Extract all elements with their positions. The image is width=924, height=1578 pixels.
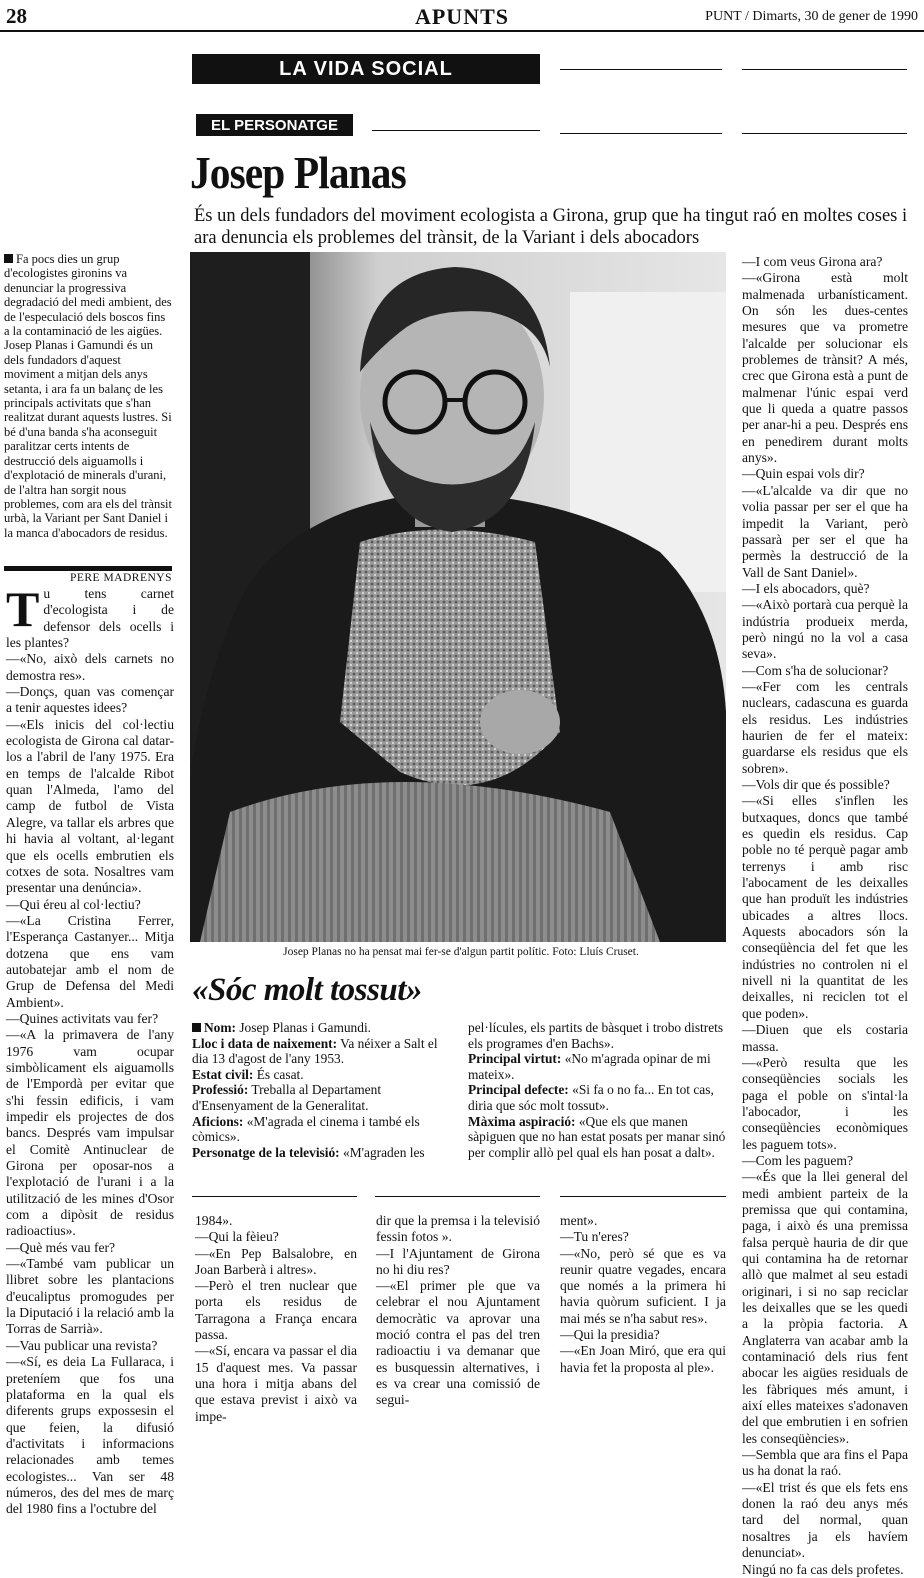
author-rule	[4, 566, 172, 571]
page-number: 28	[6, 4, 27, 28]
deck: És un dels fundadors del moviment ecologista a Girona, grup que ha tingut raó en moltes coses i ara denuncia els problemes del trànsit, de la Variant i dels abocadors	[194, 206, 908, 248]
list-item: Tu tens carnet d'ecologista i de defensor dels ocells i les plantes?	[6, 581, 174, 651]
kicker-rule	[742, 133, 907, 134]
factbox-rule	[192, 1196, 357, 1197]
factbox-rule	[375, 1196, 540, 1197]
section-banner: LA VIDA SOCIAL	[192, 54, 540, 84]
article-column-3: dir que la premsa i la televisió fessin fotos ». —I l'Ajuntament de Girona no hi diu res? —«El primer ple que va celebrar el nou Ajuntament democràtic va aprovar una moció contra el pas del tren radioactiu i va demanar que es busquessin alternatives, i es va crear una comissió de segui-	[376, 1213, 540, 1408]
list-item: —Qui éreu al col·lectiu?	[6, 896, 141, 912]
list-item: —Donçs, quan vas començar a tenir aquestes idees?	[6, 684, 174, 716]
portrait-illustration	[190, 252, 726, 942]
portrait-photo	[190, 252, 726, 942]
list-item: —«La Cristina Ferrer, l'Esperança Castanyer... Mitja dotzena que ens vam autobatejar amb el nom de Grup de Defensa del Medi Ambient».	[6, 912, 174, 1010]
author-byline: PERE MADRENYS	[69, 572, 172, 584]
bullet-square-icon	[4, 254, 13, 263]
bullet-square-icon	[192, 1023, 201, 1032]
sidebar-intro-text: Fa pocs dies un grup d'ecologistes gironins va denunciar la progressiva degradació del medi ambient, des de l'especulació dels boscos fins a la contaminació de les aigües. Josep Planas i Gamundi és un dels fundadors d'aquest moviment a mitjan dels anys setanta, i ara fa un balanç de les principals activitats que s'han realitzat durant aquests lustres. Si bé d'una banda s'ha aconseguit paralitzar certs intents de destrucció dels aiguamolls i d'explotació de minerals d'urani, de l'altra han sorgit nous problemes, com ara els del trànsit urbà, la Variant per Sant Daniel i la manca d'abocadors de residus.	[4, 252, 172, 540]
list-item: —«A la primavera de l'any 1976 vam ocupar simbòlicament els aiguamolls de l'Empordà per evitar que s'hi fessin edificis, i vam impedir els projectes de dos bancs. Després vam impulsar el Comitè Antinuclear de Girona per oposar-nos a l'explotació de l'urani i a la utilització de les mines d'Osor com a dipòsit de residus radioactius».	[6, 1027, 174, 1239]
article-column-5: —I com veus Girona ara? —«Girona està molt malmenada urbanísticament. On són les dues-centes mesures que va prometre l'alcalde per solucionar els problemes de trànsit? A més, crec que Girona està a punt de malmenar l'únic espai verd que li queda a quatre passos per anar-hi a peu. Després ens en penedirem durant molts anys». —Quin espai vols dir? —«L'alcalde va dir que no volia passar per ser el que ha impedit la Variant, però passarà per ser el que ha permès la destrucció de la Vall de Sant Daniel». —I els abocadors, què? —«Això portarà cua perquè la indústria produeix merda, però ningú no la vol a casa seva». —Com s'ha de solucionar? —«Fer com les centrals nuclears, cadascuna es guarda els residus. Les indústries haurien de fer el mateix: guardarse els residus que els sobren». —Vols dir que és possible? —«Si elles s'inflen les butxaques, doncs que també es quedin els residus. Cap poble no té perquè pagar amb terrenys i amb risc l'abocament de les deixalles que han produït les indústries ubicades a altres llocs. Aquests abocadors són la conseqüència del fet que les indústries no controlen ni el nivell ni la quantitat de les deixalles, ni reciclen tot el que poden». —Diuen que els costaria massa. —«Però resulta que les conseqüències socials les paga el poble on s'intal·la l'abocador, i les conseqüències econòmiques les paguem tots». —Com les paguem? —«És que la llei general del medi ambient parteix de la premissa que qui contamina, paga, i això és una premissa falsa perquè hauria de dir que qui contamina ha de retornar allò que malmet al seu estadi originari, i si no sap reciclar les deixalles que se les quedi a la pròpia factoria. A Anglaterra van acabar amb la contaminació dels rius fent abocar les aigües residuals de les fàbriques més amunt, i així elles mateixes s'adonaven del que embrutien i en sofrien les conseqüències». —Sembla que ara fins el Papa us ha donat la raó. —«El trist és que els fets ens donen la raó deu anys més tard del normal, quan nosaltres ja els havíem denunciat». Ningú no fa cas dels profetes.	[742, 254, 908, 1577]
factbox-left: Nom: Josep Planas i Gamundi. Lloc i data de naixement: Va néixer a Salt el dia 13 d'agost de l'any 1953. Estat civil: És casat. Professió: Treballa al Departament d'Ensenyament de la Generalitat. Aficions: «M'agrada el cinema i també els còmics». Personatge de la televisió: «M'agraden les	[192, 1020, 438, 1160]
date-line: PUNT / Dimarts, 30 de gener de 1990	[705, 9, 918, 24]
pull-quote: «Sóc molt tossut»	[192, 972, 422, 1008]
kicker-rule	[372, 130, 540, 131]
banner-rule	[560, 69, 722, 70]
list-item: —«Els inicis del col·lectiu ecologista de Girona cal datar-los a l'abril de l'any 1975. Era en temps de l'alcalde Ribot quan l'Almeda, l'amo del camp de futbol de Vista Alegre, va tallar els arbres que hi havia al voltant, al·legant que els ocells embrutien els cotxes de sota. Nosaltres vam presentar una denúncia».	[6, 716, 174, 896]
list-item: —«No, això dels carnets no demostra res».	[6, 651, 174, 683]
sidebar-intro	[4, 252, 172, 540]
factbox-rule	[560, 1196, 726, 1197]
article-column-4: ment». —Tu n'eres? —«No, però sé que es va reunir quatre vegades, encara que només a la primera hi havia quòrum suficient. I ja mai més se n'ha sabut res». —Qui la presidia? —«En Joan Miró, que era qui havia fet la proposta al ple».	[560, 1213, 726, 1375]
dropcap: T	[6, 581, 40, 637]
header-rule	[0, 30, 924, 32]
photo-caption: Josep Planas no ha pensat mai fer-se d'algun partit polític. Foto: Lluís Cruset.	[283, 946, 639, 958]
kicker-label: EL PERSONATGE	[196, 114, 353, 136]
article-column-1	[6, 581, 174, 1518]
section-title: APUNTS	[414, 4, 509, 29]
headline: Josep Planas	[190, 147, 406, 198]
factbox-right: pel·lícules, els partits de bàsquet i trobo distrets els programes d'en Bachs». Principal virtut: «No m'agrada opinar de mi mateix». Principal defecte: «Si fa o no fa... En tot cas, diria que sóc molt tossut». Màxima aspiració: «Que els que manen sàpiguen que no han estat posats per manar sinó per complir allò pel qual els han posat a dalt».	[468, 1020, 726, 1160]
list-item: —Quines activitats vau fer?	[6, 1010, 159, 1026]
list-item: —Vau publicar una revista?	[6, 1337, 158, 1353]
kicker-rule	[560, 133, 722, 134]
list-item: —«També vam publicar un llibret sobre les plantacions d'eucaliptus promogudes per la Diputació i la relació amb la Torras de Sarrià».	[6, 1256, 174, 1337]
article-column-2: 1984». —Qui la fèieu? —«En Pep Balsalobre, en Joan Barberà i altres». —Però el tren nuclear que porta els residus de Tarragona a França encara passa. —«Sí, encara va passar el dia 15 d'aquest mes. Va passar una hora i mitja abans del que estava previst i això va impe-	[195, 1213, 357, 1424]
list-item: —«Sí, es deia La Fullaraca, i preteníem que fos una plataforma en la qual els diferents grups expossesin el que feien, la difusió d'activitats i informacions relacionades amb temes ecologistes... Van ser 48 números, des del mes de març del 1980 fins a l'octubre del	[6, 1354, 174, 1517]
list-item: —Què més vau fer?	[6, 1239, 116, 1255]
banner-rule	[742, 69, 907, 70]
